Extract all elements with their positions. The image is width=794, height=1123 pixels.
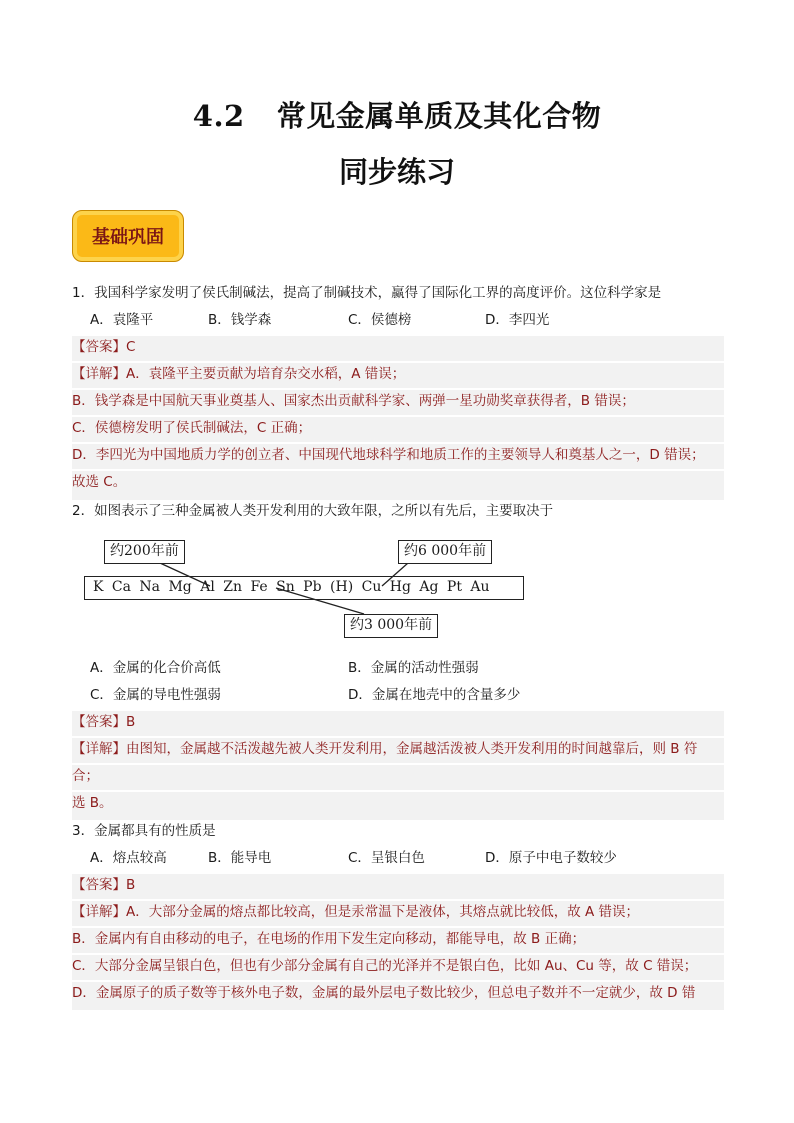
q2-option-d: D．金属在地壳中的含量多少 — [348, 687, 521, 703]
q1-detail-a: 【详解】A．袁隆平主要贡献为培育杂交水稻，A 错误； — [72, 363, 724, 388]
q3-detail-b: B．金属内有自由移动的电子，在电场的作用下发生定向移动，都能导电，故 B 正确； — [72, 928, 724, 953]
q3-option-b: B．能导电 — [208, 850, 272, 866]
q2-detail-line1: 【详解】由图知，金属越不活泼越先被人类开发利用，金属越活泼被人类开发利用的时间越靠后，则 B 符 — [72, 738, 724, 763]
q1-detail-conclusion: 故选 C。 — [72, 471, 724, 500]
section-badge: 基础巩固 — [72, 210, 184, 262]
q2-option-a: A．金属的化合价高低 — [90, 660, 221, 676]
q1-answer: 【答案】C — [72, 336, 724, 361]
section-number: 4.2 — [192, 99, 245, 133]
q3-detail-c: C．大部分金属呈银白色，但也有少部分金属有自己的光泽并不是银白色，比如 Au、Cu 等，故 C 错误； — [72, 955, 724, 980]
q2-detail-conclusion: 选 B。 — [72, 792, 724, 820]
q1-option-a: A．袁隆平 — [90, 312, 154, 328]
q2-option-c: C．金属的导电性强弱 — [90, 687, 221, 703]
q1-option-d: D．李四光 — [485, 312, 550, 328]
q1-stem: 1．我国科学家发明了侯氏制碱法，提高了制碱技术，赢得了国际化工界的高度评价。这位科学家是 — [72, 285, 662, 301]
q3-answer: 【答案】B — [72, 874, 724, 899]
label-200-years: 约200年前 — [104, 540, 185, 564]
q2-answer: 【答案】B — [72, 711, 724, 736]
q3-option-a: A．熔点较高 — [90, 850, 167, 866]
q3-option-c: C．呈银白色 — [348, 850, 425, 866]
metal-sequence: K Ca Na Mg Al Zn Fe Sn Pb (H) Cu Hg Ag Pt Au — [84, 576, 524, 600]
q1-option-b: B．钱学森 — [208, 312, 272, 328]
page-subtitle: 同步练习 — [338, 155, 455, 189]
metal-activity-diagram — [82, 536, 532, 646]
page-title — [0, 94, 794, 135]
title-main: 常见金属单质及其化合物 — [276, 99, 602, 133]
q3-stem: 3．金属都具有的性质是 — [72, 823, 216, 839]
label-6000-years: 约6 000年前 — [398, 540, 492, 564]
q3-detail-d: D．金属原子的质子数等于核外电子数，金属的最外层电子数比较少，但总电子数并不一定就少，故 D 错 — [72, 982, 724, 1010]
q2-detail-line2: 合； — [72, 765, 724, 790]
q1-detail-d: D．李四光为中国地质力学的创立者、中国现代地球科学和地质工作的主要领导人和奠基人之一，D 错误； — [72, 444, 724, 469]
q2-option-b: B．金属的活动性强弱 — [348, 660, 479, 676]
label-3000-years: 约3 000年前 — [344, 614, 438, 638]
q2-stem: 2．如图表示了三种金属被人类开发利用的大致年限，之所以有先后，主要取决于 — [72, 503, 554, 519]
q1-option-c: C．侯德榜 — [348, 312, 412, 328]
q1-detail-c: C．侯德榜发明了侯氏制碱法，C 正确； — [72, 417, 724, 442]
q3-option-d: D．原子中电子数较少 — [485, 850, 617, 866]
q1-detail-b: B．钱学森是中国航天事业奠基人、国家杰出贡献科学家、两弹一星功勋奖章获得者，B 错误； — [72, 390, 724, 415]
q3-detail-a: 【详解】A．大部分金属的熔点都比较高，但是汞常温下是液体，其熔点就比较低，故 A 错误； — [72, 901, 724, 926]
